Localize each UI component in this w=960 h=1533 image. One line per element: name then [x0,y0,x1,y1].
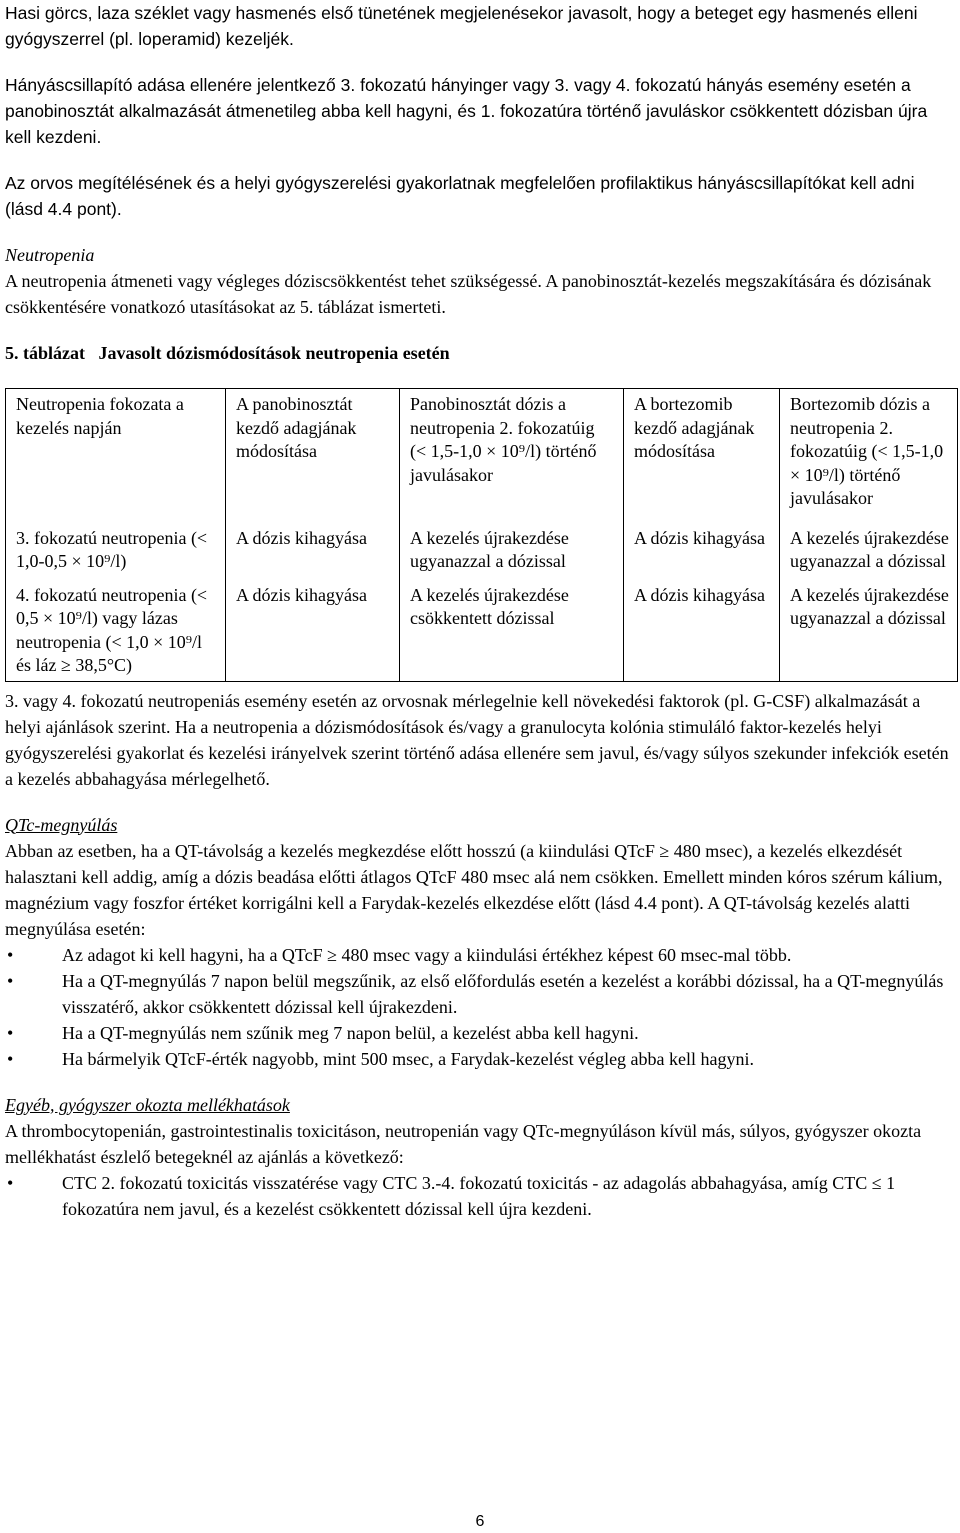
list-item [5,942,953,968]
table-caption: 5. táblázat Javasolt dózismódosítások neutropenia esetén [5,343,450,363]
table-cell: A dózis kihagyása [226,584,400,682]
list-item-text: Ha a QT-megnyúlás 7 napon belül megszűnik, az első előfordulás esetén a kezelést a korábbi dózissal, ha a QT-megnyúlás visszatérő, akkor csökkentett dózissal kell újrakezdeni. [62,970,944,1017]
table-cell: A kezelés újrakezdése csökkentett dózissal [400,584,624,682]
other-bullet-list [5,1170,953,1222]
bullet-icon: • [7,944,14,965]
table-cell: A kezelés újrakezdése ugyanazzal a dózissal [780,527,958,584]
table-row [6,584,958,682]
table-row [6,527,958,584]
header-cell: Bortezomib dózis a neutropenia 2. fokozatúig (< 1,5-1,0 × 10⁹/l) történő javulásakor [780,389,958,527]
bullet-icon: • [7,1172,14,1193]
qtc-bullet-list [5,942,953,1072]
other-adverse-heading: Egyéb, gyógyszer okozta mellékhatások [5,1094,290,1115]
after-table-paragraph: 3. vagy 4. fokozatú neutropeniás esemény esetén az orvosnak mérlegelnie kell növekedési faktorok (pl. G-CSF) alkalmazását a helyi ajánlások szerint. Ha a neutropenia a dózismódosítások és/vagy a granulocyta kolónia stimuláló faktor-kezelés helyi gyógyszerelési gyakorlat és kezelési irányelvek szerint történő adása ellenére sem javul, és/vagy súlyos szekunder infekciók esetén a kezelés abbahagyása mérlegelhető. [5,690,949,789]
header-cell: A bortezomib kezdő adagjának módosítása [624,389,780,527]
intro-paragraph-3: Az orvos megítélésének és a helyi gyógyszerelési gyakorlatnak megfelelően profilaktikus hányáscsillapítókat kell adni (lásd 4.4 pont). [5,173,915,219]
bullet-icon: • [7,970,14,991]
table-header-row [6,389,958,527]
qtc-heading: QTc-megnyúlás [5,814,118,835]
bullet-icon: • [7,1048,14,1069]
list-item [5,1046,953,1072]
qtc-text: Abban az esetben, ha a QT-távolság a kezelés megkezdése előtt hosszú (a kiindulási QTcF ≥ 480 msec), a kezelés elkezdését halasztani kell addig, amíg a dózis beadása előtti átlagos QTcF 480 msec alá nem csökken. Emellett minden kóros szérum kálium, magnézium vagy foszfor értéket korrigálni kell a Farydak-kezelés elkezdése előtt (lásd 4.4 pont). A QT-távolság kezelés alatti megnyúlása esetén: [5,840,943,939]
header-cell: Panobinosztát dózis a neutropenia 2. fokozatúig (< 1,5-1,0 × 10⁹/l) történő javulásakor [400,389,624,527]
list-item [5,1170,953,1222]
header-cell: A panobinosztát kezdő adagjának módosítása [226,389,400,527]
table-cell: A kezelés újrakezdése ugyanazzal a dózissal [400,527,624,584]
list-item-text: Ha a QT-megnyúlás nem szűnik meg 7 napon belül, a kezelést abba kell hagyni. [62,1022,639,1043]
table-cell: 3. fokozatú neutropenia (< 1,0-0,5 × 10⁹/l) [6,527,226,584]
table-cell: A dózis kihagyása [624,584,780,682]
document-page [5,0,953,1222]
bullet-icon: • [7,1022,14,1043]
table-cell: A kezelés újrakezdése ugyanazzal a dózissal [780,584,958,682]
neutropenia-heading: Neutropenia [5,245,95,265]
intro-paragraph-1: Hasi görcs, laza széklet vagy hasmenés első tünetének megjelenésekor javasolt, hogy a beteget egy hasmenés elleni gyógyszerrel (pl. loperamid) kezeljék. [5,3,918,49]
table-cell: 4. fokozatú neutropenia (< 0,5 × 10⁹/l) vagy lázas neutropenia (< 1,0 × 10⁹/l és láz ≥ 38,5°C) [6,584,226,682]
list-item-text: CTC 2. fokozatú toxicitás visszatérése vagy CTC 3.-4. fokozatú toxicitás - az adagolás abbahagyása, amíg CTC ≤ 1 fokozatúra nem javul, és a kezelést csökkentett dózissal kell újra kezdeni. [62,1172,896,1219]
intro-paragraph-2: Hányáscsillapító adása ellenére jelentkező 3. fokozatú hányinger vagy 3. vagy 4. fokozatú hányás esemény esetén a panobinosztát alkalmazását átmenetileg abba kell hagyni, és 1. fokozatúra történő javuláskor csökkentett dózisban újra kell kezdeni. [5,75,928,147]
table-cell: A dózis kihagyása [226,527,400,584]
other-adverse-text: A thrombocytopenián, gastrointestinalis toxicitáson, neutropenián vagy QTc-megnyúláson kívül más, súlyos, gyógyszer okozta mellékhatást észlelő betegeknél az ajánlás a következő: [5,1120,922,1167]
neutropenia-text: A neutropenia átmeneti vagy végleges dóziscsökkentést tehet szükségessé. A panobinosztát-kezelés megszakítására és dózisának csökkentésére vonatkozó utasításokat az 5. táblázat ismerteti. [5,271,932,317]
list-item-text: Az adagot ki kell hagyni, ha a QTcF ≥ 480 msec vagy a kiindulási értékhez képest 60 msec-mal több. [62,944,792,965]
list-item [5,1020,953,1046]
page-number: 6 [475,1513,485,1530]
dose-modification-table [5,388,958,682]
list-item-text: Ha bármelyik QTcF-érték nagyobb, mint 500 msec, a Farydak-kezelést végleg abba kell hagyni. [62,1048,755,1069]
header-cell: Neutropenia fokozata a kezelés napján [6,389,226,527]
list-item [5,968,953,1020]
table-cell: A dózis kihagyása [624,527,780,584]
